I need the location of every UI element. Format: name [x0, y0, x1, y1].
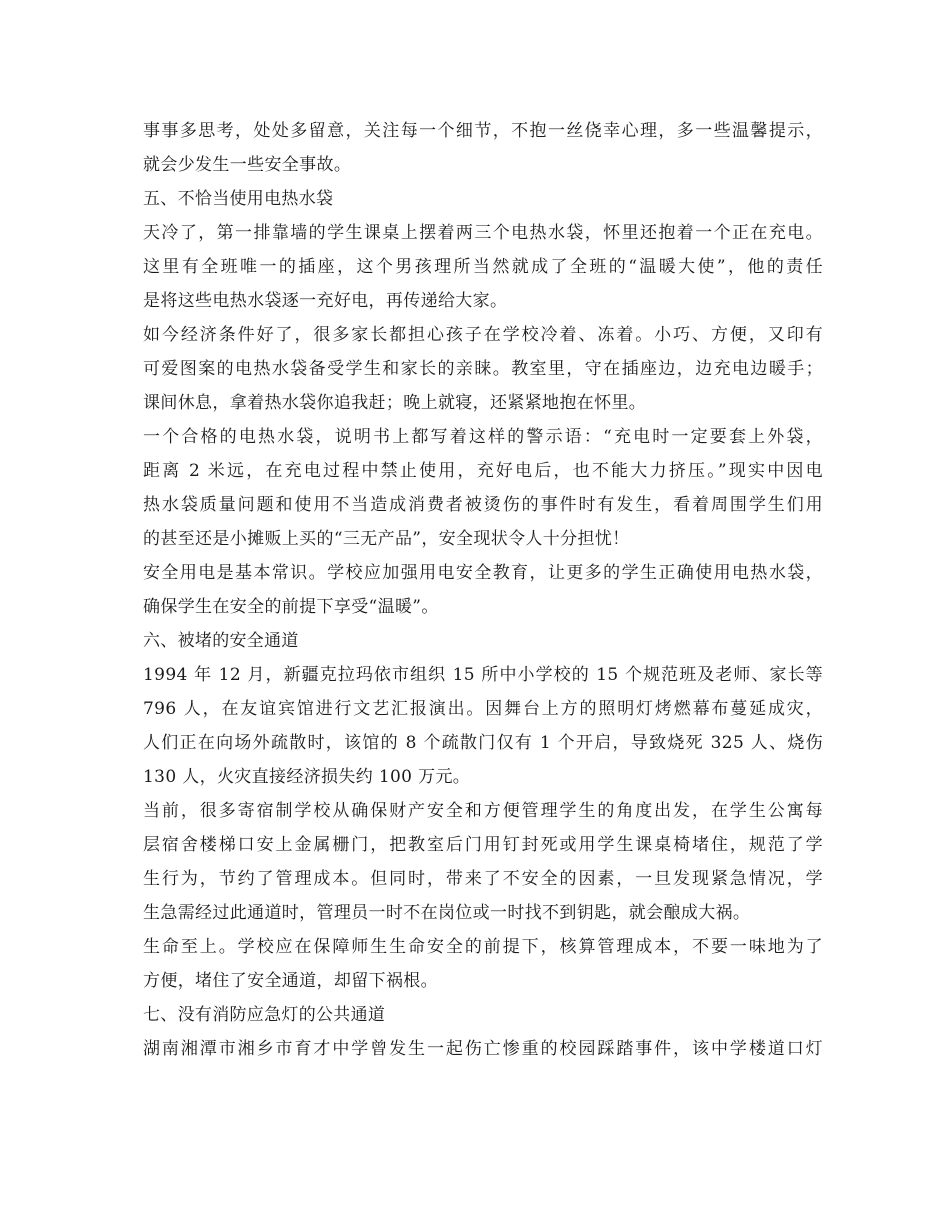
paragraph-line: 方便，堵住了安全通道，却留下祸根。: [143, 971, 438, 991]
paragraph-line: 生命至上。学校应在保障师生生命安全的前提下，核算管理成本，不要一味地为了: [143, 937, 823, 957]
paragraph-line: 热水袋质量问题和使用不当造成消费者被烫伤的事件时有发生，看着周围学生们用: [143, 495, 823, 515]
paragraph-line: 生行为，节约了管理成本。但同时，带来了不安全的因素，一旦发现紧急情况，学: [143, 869, 823, 889]
paragraph-line: 当前，很多寄宿制学校从确保财产安全和方便管理学生的角度出发，在学生公寓每: [143, 801, 823, 821]
document-page: [143, 114, 823, 1066]
section-heading: 七、没有消防应急灯的公共通道: [143, 1005, 386, 1025]
paragraph-line: 层宿舍楼梯口安上金属栅门，把教室后门用钉封死或用学生课桌椅堵住，规范了学: [143, 835, 823, 855]
paragraph-line: 湖南湘潭市湘乡市育才中学曾发生一起伤亡惨重的校园踩踏事件，该中学楼道口灯: [143, 1039, 823, 1059]
section-heading: 五、不恰当使用电热水袋: [143, 189, 334, 209]
paragraph-line: 796 人，在友谊宾馆进行文艺汇报演出。因舞台上方的照明灯烤燃幕布蔓延成灾，: [143, 699, 823, 719]
paragraph-line: 就会少发生一些安全事故。: [143, 155, 352, 175]
paragraph-line: 1994 年 12 月，新疆克拉玛依市组织 15 所中小学校的 15 个规范班及老师、家长等: [143, 665, 823, 685]
paragraph-line: 确保学生在安全的前提下享受“温暖”。: [143, 597, 439, 617]
section-heading: 六、被堵的安全通道: [143, 631, 299, 651]
paragraph-line: 生急需经过此通道时，管理员一时不在岗位或一时找不到钥匙，就会酿成大祸。: [143, 903, 751, 923]
paragraph-line: 130 人，火灾直接经济损失约 100 万元。: [143, 767, 471, 787]
paragraph-line: 可爱图案的电热水袋备受学生和家长的亲睐。教室里，守在插座边，边充电边暖手；: [143, 359, 823, 379]
paragraph-line: 事事多思考，处处多留意，关注每一个细节，不抱一丝侥幸心理，多一些温馨提示，: [143, 121, 823, 141]
paragraph-line: 天冷了，第一排靠墙的学生课桌上摆着两三个电热水袋，怀里还抱着一个正在充电。: [143, 223, 823, 243]
paragraph-line: 安全用电是基本常识。学校应加强用电安全教育，让更多的学生正确使用电热水袋，: [143, 563, 823, 583]
paragraph-line: 课间休息，拿着热水袋你追我赶；晚上就寝，还紧紧地抱在怀里。: [143, 393, 647, 413]
paragraph-line: 人们正在向场外疏散时，该馆的 8 个疏散门仅有 1 个开启，导致烧死 325 人、烧伤: [143, 733, 823, 753]
paragraph-line: 距离 2 米远，在充电过程中禁止使用，充好电后，也不能大力挤压。”现实中因电: [143, 461, 823, 481]
paragraph-line: 如今经济条件好了，很多家长都担心孩子在学校冷着、冻着。小巧、方便，又印有: [143, 325, 823, 345]
paragraph-line: 这里有全班唯一的插座，这个男孩理所当然就成了全班的“温暖大使”，他的责任: [143, 257, 823, 277]
paragraph-line: 一个合格的电热水袋，说明书上都写着这样的警示语：“充电时一定要套上外袋，: [143, 427, 823, 447]
paragraph-line: 的甚至还是小摊贩上买的“三无产品”，安全现状令人十分担忧！: [143, 529, 630, 549]
paragraph-line: 是将这些电热水袋逐一充好电，再传递给大家。: [143, 291, 508, 311]
